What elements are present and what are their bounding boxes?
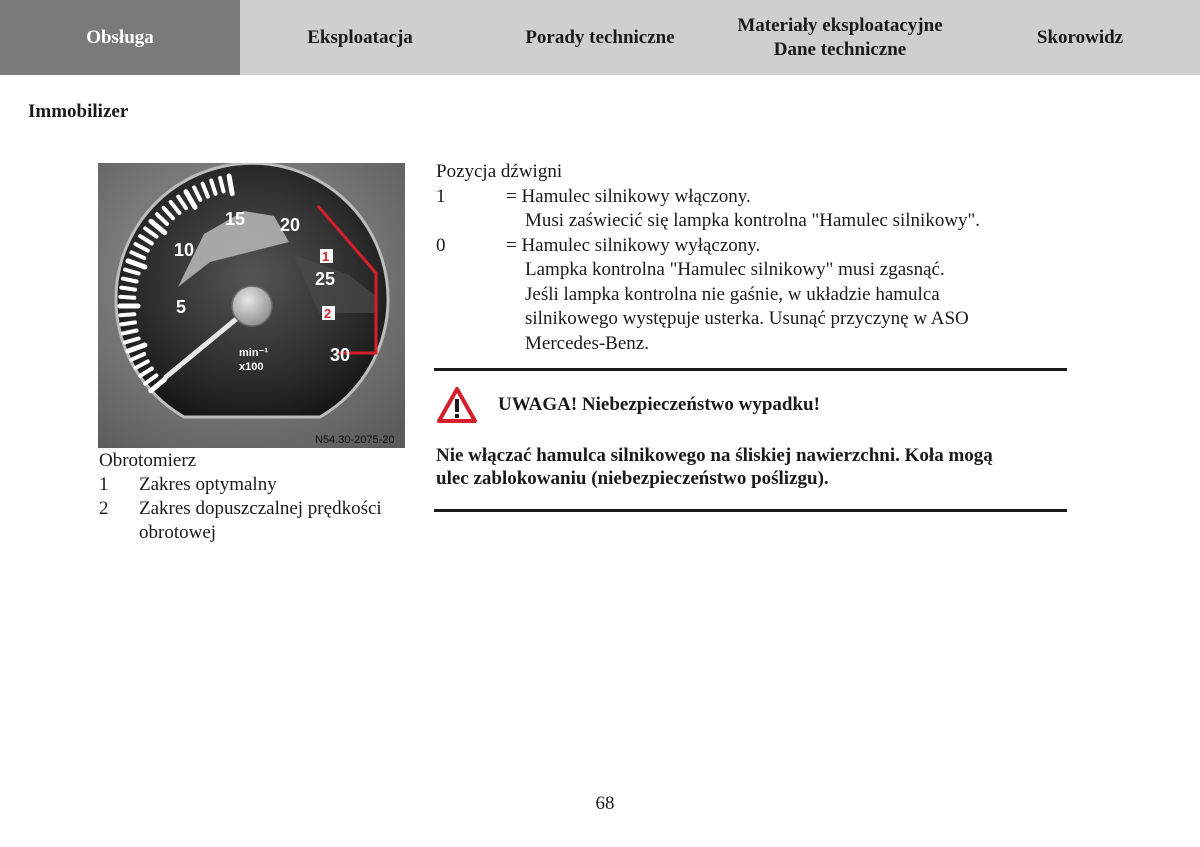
tick-mark	[120, 297, 134, 298]
scale-number-25: 25	[315, 269, 336, 289]
warning-title: UWAGA! Niebezpieczeństwo wypadku!	[498, 394, 820, 415]
lever-entry-line: Jeśli lampka kontrolna nie gaśnie, w układzie hamulca	[525, 283, 940, 305]
warning-header	[436, 386, 820, 424]
scale-number-30: 30	[330, 345, 351, 365]
tachometer-image	[98, 163, 405, 448]
tick-mark	[229, 176, 232, 194]
caption-item	[99, 497, 419, 545]
caption-item-number: 2	[99, 498, 109, 519]
gauge-caption	[99, 449, 419, 545]
page-number: 68	[595, 793, 615, 814]
tick-mark	[121, 288, 135, 290]
tab-obsluga[interactable]	[0, 0, 240, 75]
tab-label: Porady techniczne	[525, 26, 675, 48]
tick-mark	[123, 279, 137, 282]
unit-label-line2: x100	[239, 361, 264, 373]
tab-porady-techniczne[interactable]	[480, 0, 720, 75]
tab-materialy-dane[interactable]	[720, 0, 960, 75]
caption-item-number: 1	[99, 474, 109, 495]
warning-top-rule	[434, 368, 1067, 371]
lever-entry-line: Lampka kontrolna "Hamulec silnikowy" musi zgasnąć.	[525, 259, 945, 280]
warning-bottom-rule	[434, 509, 1067, 512]
lever-entry-line: = Hamulec silnikowy wyłączony.	[506, 234, 761, 256]
warning-body-line: ulec zablokowaniu (niebezpieczeństwo poślizgu).	[436, 468, 829, 489]
top-navigation	[0, 0, 1200, 75]
lever-entry-line: = Hamulec silnikowy włączony.	[506, 185, 751, 207]
range-marker-2: 2	[324, 306, 332, 321]
lever-title: Pozycja dźwigni	[436, 161, 563, 182]
caption-item	[99, 473, 419, 497]
lever-entry-number: 1	[436, 185, 446, 207]
warning-body-line: Nie włączać hamulca silnikowego na śliskiej nawierzchni. Koła mogą	[436, 445, 993, 466]
lever-positions	[436, 160, 1076, 356]
warning-body	[436, 444, 1066, 490]
scale-number-10: 10	[174, 240, 195, 260]
warning-triangle-icon	[436, 386, 478, 424]
tab-label-line2: Dane techniczne	[773, 38, 907, 60]
tick-mark	[123, 331, 137, 334]
tab-eksploatacja[interactable]	[240, 0, 480, 75]
caption-item-text: Zakres optymalny	[139, 474, 277, 495]
tab-label: Eksploatacja	[307, 26, 413, 48]
caption-item-text: Zakres dopuszczalnej prędkości obrotowej	[139, 498, 382, 543]
needle-hub	[232, 286, 272, 326]
lever-entry-number: 0	[436, 234, 446, 256]
section-title: Immobilizer	[28, 101, 129, 122]
lever-entry	[436, 185, 1076, 234]
unit-label-line1: min⁻¹	[239, 347, 269, 359]
tab-label-line1: Materiały eksploatacyjne	[737, 14, 943, 36]
scale-number-20: 20	[280, 215, 301, 235]
tab-skorowidz[interactable]	[960, 0, 1200, 75]
tab-label: Skorowidz	[1036, 26, 1124, 48]
lever-entry-line: silnikowego występuje usterka. Usunąć przyczynę w ASO	[525, 308, 969, 329]
scale-number-15: 15	[225, 209, 246, 229]
lever-entry-line: Mercedes-Benz.	[525, 332, 649, 354]
tick-mark	[120, 314, 134, 315]
lever-entry	[436, 234, 1076, 357]
tick-mark	[121, 322, 135, 324]
image-code: N54.30-2075-20	[315, 434, 395, 446]
lever-entry-line: Musi zaświecić się lampka kontrolna "Hamulec silnikowy".	[525, 210, 981, 231]
range-marker-1: 1	[322, 249, 330, 264]
caption-title: Obrotomierz	[99, 450, 197, 471]
tab-label: Obsługa	[86, 26, 154, 48]
scale-number-5: 5	[176, 297, 187, 317]
